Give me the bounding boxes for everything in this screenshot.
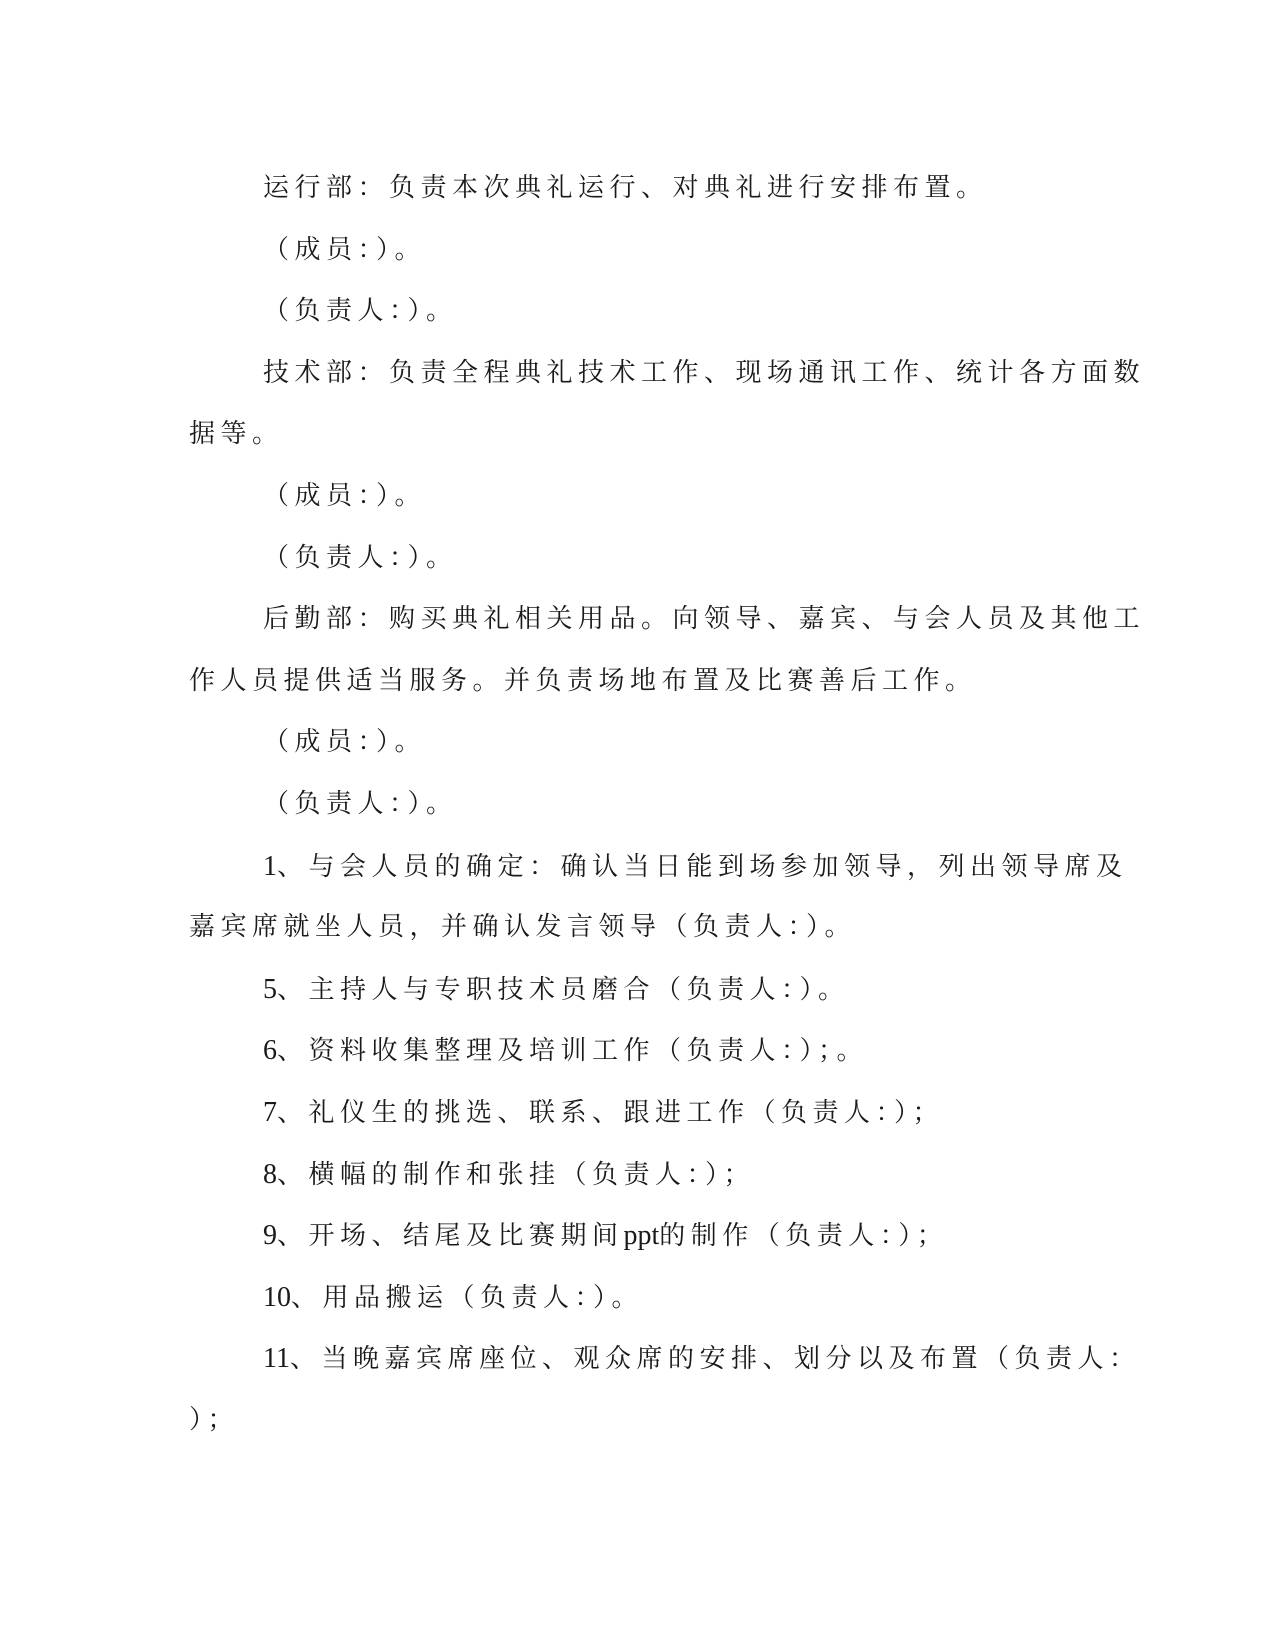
- list-item-7: [189, 1082, 1089, 1144]
- line-text-cont: 的制作（负责人：）；: [659, 1221, 949, 1252]
- tech-members: [189, 466, 1089, 528]
- line-text: 、用品搬运（负责人：）。: [291, 1282, 644, 1313]
- list-item-8: [189, 1144, 1089, 1206]
- paragraph-logistics-dept-cont: [189, 651, 1089, 713]
- line-text: 、礼仪生的挑选、联系、跟进工作（负责人：）；: [277, 1097, 945, 1128]
- logistics-leader: [189, 774, 1089, 836]
- paragraph-tech-dept-cont: [189, 404, 1089, 466]
- item-number: 11: [263, 1343, 290, 1375]
- item-number: 10: [263, 1281, 291, 1313]
- paragraph-tech-dept: [189, 343, 1146, 405]
- line-text: 、横幅的制作和张挂（负责人：）；: [277, 1159, 756, 1190]
- item-number: 6: [263, 1035, 277, 1067]
- list-item-5: [189, 959, 1089, 1021]
- tech-leader: [189, 528, 1089, 590]
- line-text: 嘉宾席就坐人员，并确认发言领导（负责人：）。: [189, 912, 857, 943]
- list-item-9: [189, 1205, 1089, 1267]
- document-body: [189, 158, 1146, 1451]
- item-number: 9: [263, 1220, 277, 1252]
- item-number: 1: [263, 850, 277, 882]
- list-item-6: [189, 1020, 1089, 1082]
- operations-leader: [189, 281, 1089, 343]
- line-text: （成员：）。: [263, 727, 427, 758]
- line-text: 、主持人与专职技术员磨合（负责人：）。: [277, 974, 850, 1005]
- line-text: 、当晚嘉宾席座位、观众席的安排、划分以及布置（负责人：: [289, 1344, 1141, 1375]
- line-text: 运行部：负责本次典礼运行、对典礼进行安排布置。: [263, 173, 988, 203]
- line-text: （负责人：）。: [263, 542, 458, 573]
- paragraph-logistics-dept: [189, 589, 1146, 651]
- line-text: 技术部：负责全程典礼技术工作、现场通讯工作、统计各方面数: [263, 357, 1146, 388]
- item-number: 8: [263, 1158, 277, 1190]
- line-text-latin: ppt: [623, 1220, 660, 1252]
- line-text: 、开场、结尾及比赛期间: [277, 1221, 624, 1252]
- line-text: 后勤部：购买典礼相关用品。向领导、嘉宾、与会人员及其他工: [263, 604, 1146, 635]
- list-item-11-cont: [189, 1390, 1089, 1452]
- operations-members: [189, 220, 1089, 282]
- line-text: （成员：）。: [263, 234, 427, 265]
- list-item-10: [189, 1267, 1089, 1329]
- item-number: 7: [263, 1096, 277, 1128]
- list-item-1-cont: [189, 897, 1089, 959]
- line-text: ）；: [189, 1404, 240, 1435]
- list-item-1: [189, 836, 1128, 898]
- line-text: 、与会人员的确定：确认当日能到场参加领导，列出领导席及: [277, 851, 1128, 882]
- logistics-members: [189, 712, 1089, 774]
- line-text: （成员：）。: [263, 480, 427, 511]
- line-text: （负责人：）。: [263, 296, 458, 327]
- line-text: 据等。: [189, 419, 284, 450]
- line-text: （负责人：）。: [263, 788, 458, 819]
- line-text: 作人员提供适当服务。并负责场地布置及比赛善后工作。: [189, 665, 977, 696]
- item-number: 5: [263, 973, 277, 1005]
- paragraph-operations-dept: [189, 158, 1089, 220]
- list-item-11: [189, 1328, 1141, 1390]
- line-text: 、资料收集整理及培训工作（负责人：）；。: [277, 1036, 869, 1067]
